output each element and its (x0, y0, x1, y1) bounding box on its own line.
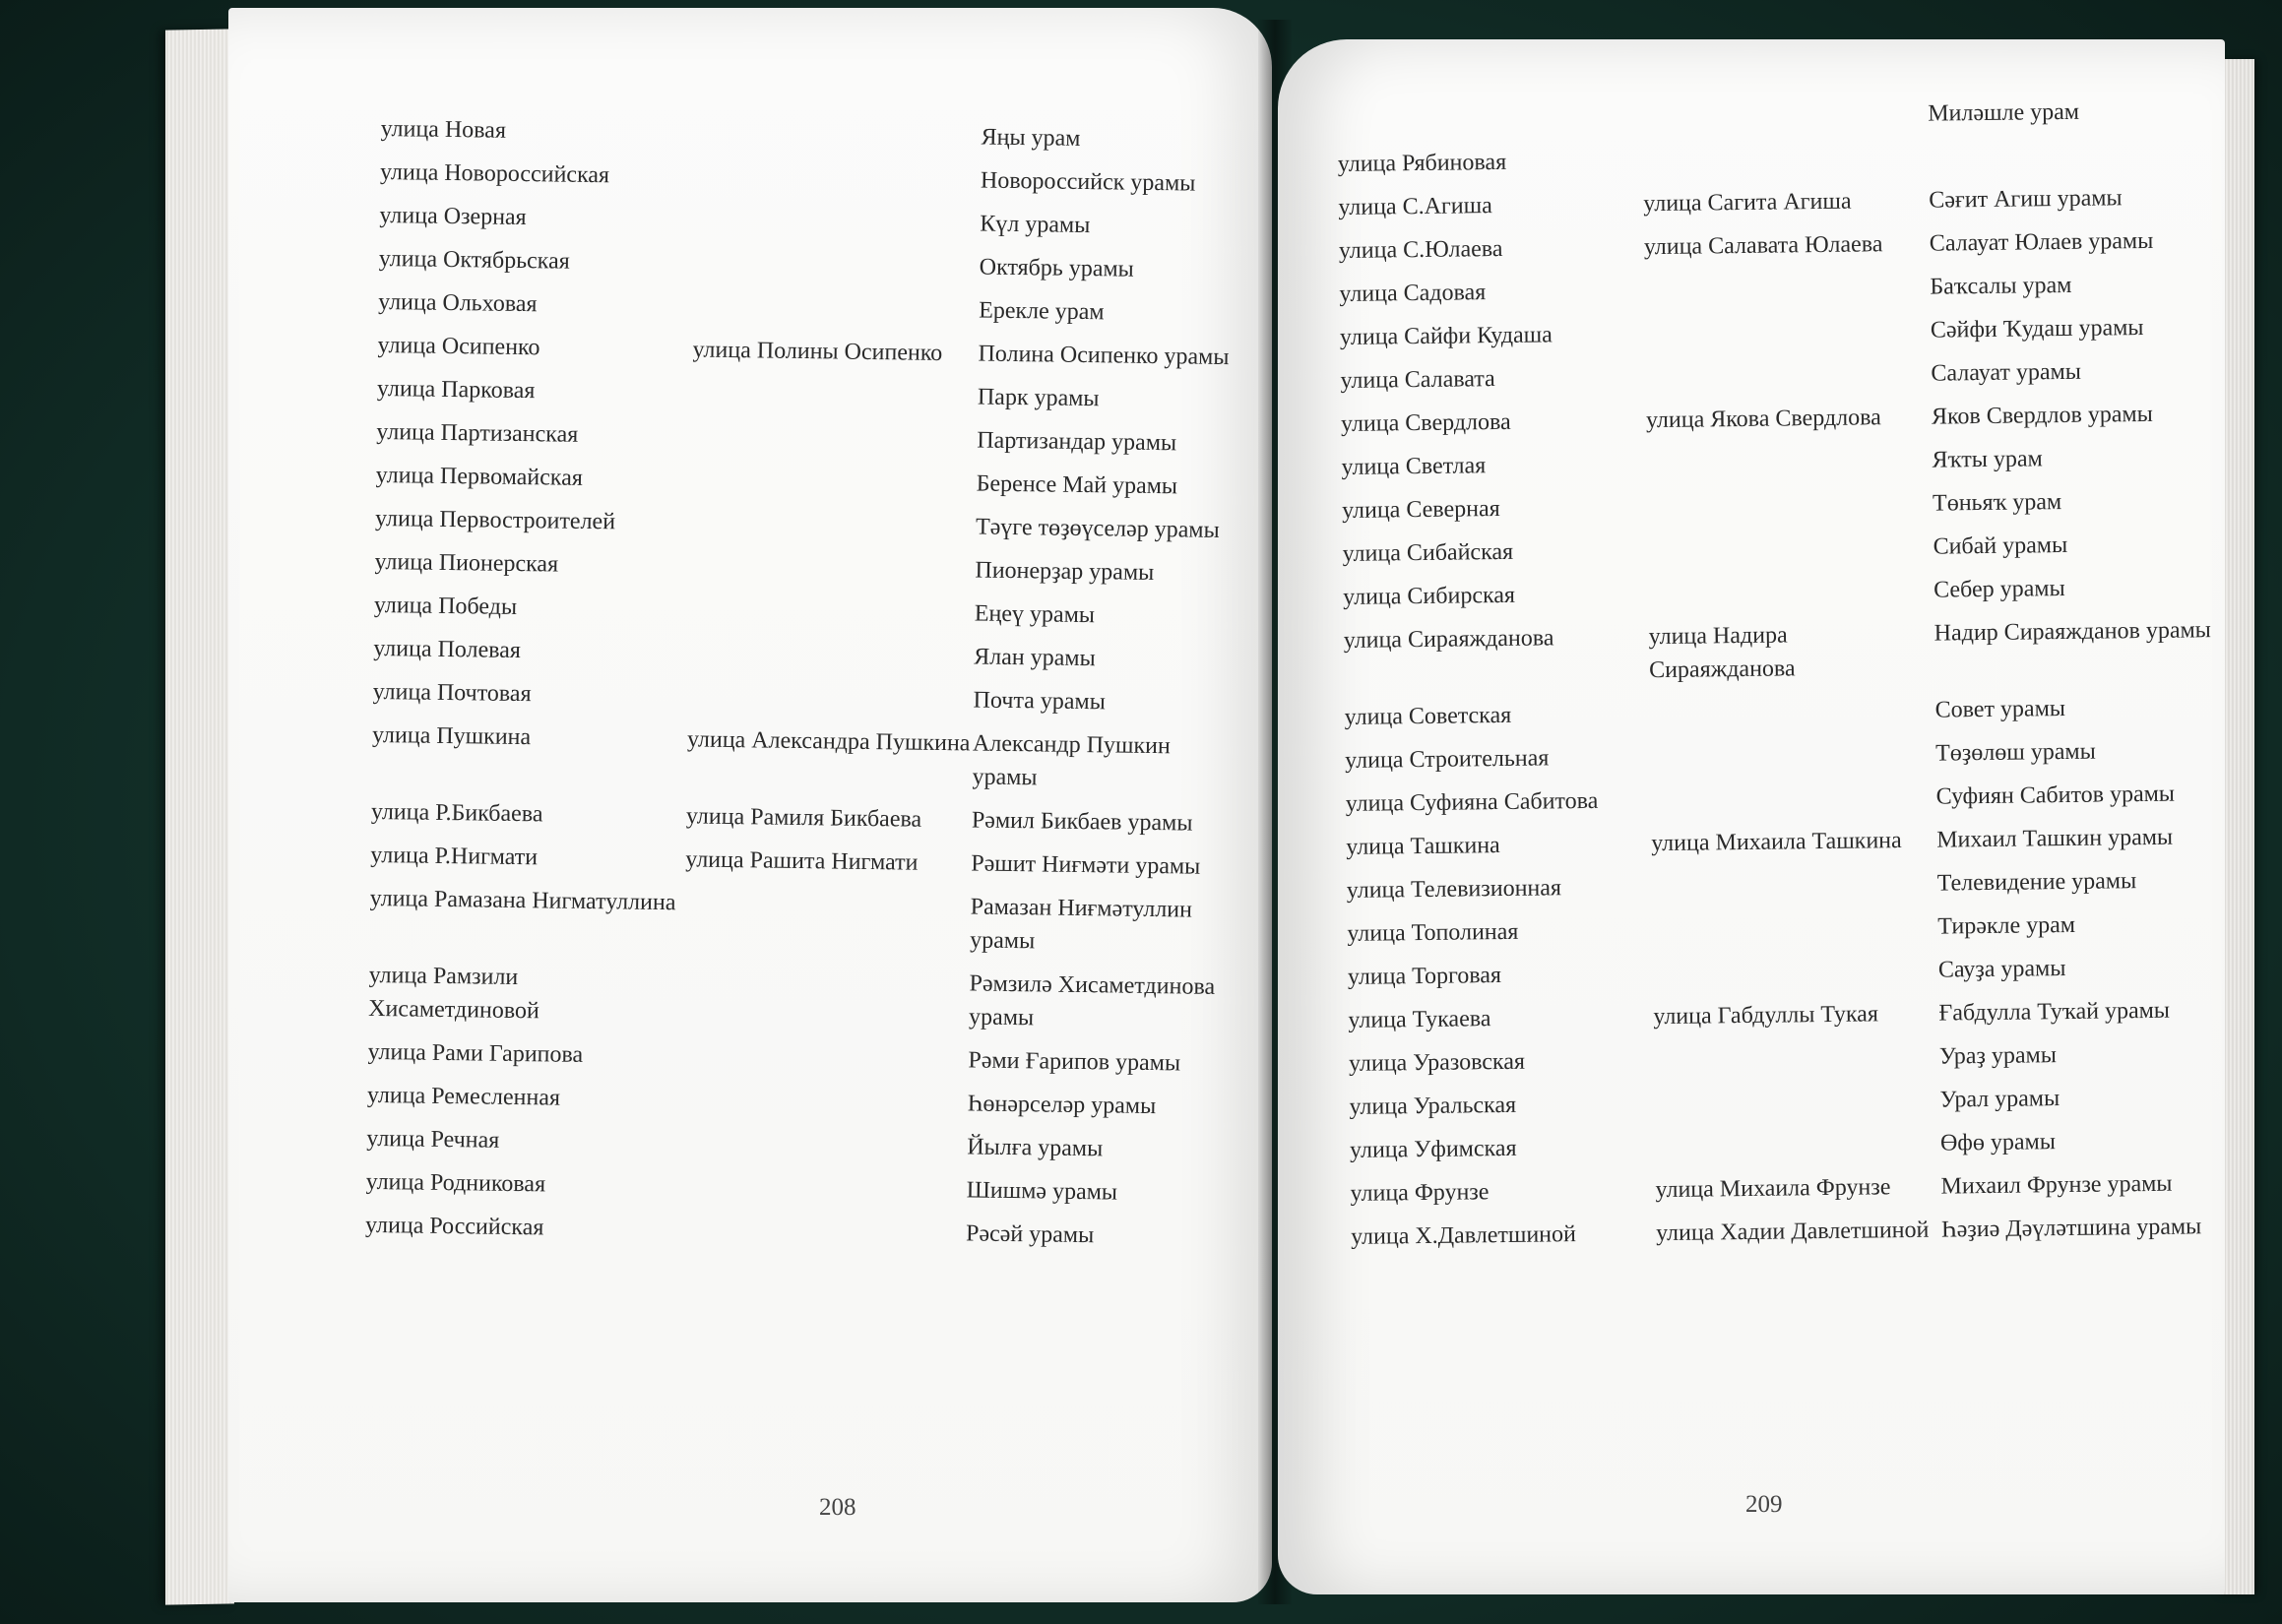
street-name-full (689, 543, 976, 591)
street-name-russian: улица Первостроителей (374, 505, 616, 535)
street-name-full (1648, 568, 1934, 615)
street-name-bashkir: Тирәкле урам (1937, 911, 2076, 940)
street-name-full (684, 880, 971, 961)
street-name-russian: улица С.Юлаева (1338, 235, 1503, 264)
street-name-full (1654, 1034, 1940, 1082)
street-name-full (1643, 135, 1930, 182)
street-name-full: улица Александра Пушкина (686, 726, 971, 757)
street-name-bashkir: Яков Свердлов урамы (1931, 401, 2153, 430)
street-name-full (695, 154, 982, 201)
street-name-full (695, 110, 982, 157)
street-name-full: улица Салавата Юлаева (1643, 231, 1883, 261)
street-name-full (680, 1163, 967, 1211)
street-name-russian: улица Ремесленная (366, 1082, 561, 1111)
street-name-full (1649, 688, 1935, 735)
street-name-bashkir: Салауат Юлаев урамы (1929, 227, 2154, 257)
page-number-right: 209 (1745, 1491, 1783, 1518)
street-name-bashkir: Беренсе Май урамы (976, 470, 1178, 500)
street-name-russian: улица Полевая (373, 635, 522, 664)
street-name-bashkir: Сауҙа урамы (1937, 956, 2066, 983)
street-name-russian: улица Почтовая (372, 678, 532, 708)
street-name-russian (1337, 94, 1643, 142)
street-name-full (1652, 861, 1938, 908)
street-name-bashkir: Совет урамы (1934, 696, 2066, 723)
street-name-russian: улица Строительная (1345, 745, 1550, 774)
street-row (369, 876, 1236, 965)
street-name-russian: улица Новая (380, 115, 507, 144)
street-name-bashkir: Ғабдулла Туҡай урамы (1938, 997, 2171, 1027)
street-name-full: улица Рамиля Бикбаева (685, 803, 922, 833)
street-name-bashkir: Урал урамы (1939, 1086, 2060, 1113)
street-name-full: улица Сагита Агиша (1643, 188, 1852, 218)
street-name-full (1652, 905, 1938, 952)
street-name-full (682, 1033, 969, 1081)
street-name-bashkir: Рәми Ғарипов урамы (968, 1047, 1181, 1077)
street-name-bashkir: Ерекле урам (978, 297, 1105, 326)
street-name-full (1645, 308, 1932, 355)
street-name-russian: улица Тукаева (1348, 1006, 1491, 1033)
street-name-full (683, 957, 970, 1037)
street-name-bashkir: Александр Пушкин урамы (972, 730, 1172, 791)
street-name-bashkir: Рәшит Ниғмәти урамы (971, 850, 1201, 880)
street-name-bashkir: Парк урамы (977, 384, 1100, 412)
street-name-full (1650, 731, 1936, 779)
street-name-russian: улица Сибирская (1343, 582, 1516, 610)
street-name-bashkir: Салауат урамы (1931, 358, 2082, 387)
street-rows-left (365, 106, 1247, 1258)
street-name-russian: улица Советская (1344, 702, 1512, 730)
street-name-bashkir: Михаил Ташкин урамы (1936, 824, 2174, 853)
street-name-full (1642, 92, 1929, 139)
street-name-bashkir: Һәҙиә Дәүләтшина урамы (1940, 1214, 2202, 1243)
street-name-russian: улица Светлая (1341, 453, 1487, 480)
street-name-bashkir: Надир Сираяжданов урамы (1933, 617, 2211, 647)
street-name-russian: улица Родниковая (365, 1168, 546, 1198)
street-name-bashkir: Новороссийск урамы (980, 167, 1196, 197)
street-name-bashkir: Сәйфи Ҡудаш урамы (1930, 315, 2144, 344)
street-name-russian: улица Сайфи Кудаша (1339, 322, 1553, 350)
street-name-russian: улица Победы (373, 592, 518, 620)
street-name-russian: улица Российская (364, 1212, 544, 1241)
street-name-bashkir: Төньяҡ урам (1932, 489, 2062, 517)
street-name-bashkir: Яңы урам (981, 124, 1081, 152)
street-row (371, 713, 1238, 801)
street-name-bashkir: Шишмә урамы (966, 1177, 1118, 1206)
street-name-russian: улица Рамазана Нигматуллина (369, 885, 676, 916)
street-name-bashkir: Партизандар урамы (977, 427, 1177, 457)
street-name-russian: улица Партизанская (376, 418, 579, 448)
street-name-russian: улица С.Агиша (1338, 193, 1492, 220)
street-name-bashkir: Рәсәй урамы (965, 1220, 1095, 1249)
street-name-russian: улица Уразовская (1348, 1048, 1526, 1077)
street-name-full (693, 283, 980, 331)
street-name-full: улица Хадии Давлетшиной (1655, 1217, 1930, 1247)
street-name-russian: улица Салавата (1340, 366, 1495, 394)
street-name-russian: улица Сираяжданова (1343, 625, 1554, 654)
street-name-russian: улица Садовая (1339, 280, 1487, 307)
street-name-russian: улица Рябиновая (1337, 149, 1507, 177)
street-name-russian: улица Новороссийская (379, 158, 610, 189)
book-page-stack-left (165, 29, 234, 1604)
street-name-full (687, 673, 974, 720)
street-name-bashkir: Рәмзилә Хисаметдинова урамы (968, 970, 1216, 1031)
street-name-russian: улица Сибайская (1342, 538, 1514, 567)
street-name-full (1655, 1121, 1941, 1168)
street-name-russian: улица Р.Бикбаева (370, 798, 543, 828)
street-name-russian: улица Парковая (376, 375, 536, 405)
street-name-bashkir: Телевидение урамы (1936, 868, 2137, 897)
street-name-full: улица Надира Сираяжданова (1648, 622, 1796, 684)
street-name-bashkir (1928, 131, 2214, 178)
street-rows-right (1337, 88, 2225, 1258)
page-208-content (365, 106, 1247, 1258)
street-name-full (690, 457, 977, 504)
street-name-bashkir: Яҡты урам (1932, 446, 2043, 473)
street-name-bashkir: Сәғит Агиш урамы (1929, 185, 2123, 214)
street-name-bashkir: Ураҙ урамы (1938, 1042, 2058, 1070)
street-name-bashkir: Һөнәрселәр урамы (967, 1091, 1157, 1120)
street-name-bashkir: Еңеү урамы (974, 600, 1096, 629)
street-name-full (688, 630, 975, 677)
street-name-full (692, 370, 979, 417)
street-name-russian: улица Пионерская (374, 548, 559, 578)
street-name-full (690, 500, 977, 547)
street-name-bashkir: Себер урамы (1933, 576, 2065, 603)
street-name-russian: улица Х.Давлетшиной (1350, 1221, 1577, 1250)
street-name-full: улица Михаила Ташкина (1651, 828, 1902, 857)
page-209 (1278, 39, 2225, 1594)
street-name-russian: улица Рами Гарипова (367, 1038, 584, 1068)
street-name-bashkir: Өфө урамы (1939, 1129, 2057, 1156)
street-name-full (680, 1207, 967, 1254)
street-name-full (694, 240, 981, 287)
street-name-full: улица Полины Осипенко (692, 337, 943, 366)
street-name-bashkir: Суфиян Сабитов урамы (1935, 781, 2176, 810)
street-name-russian: улица Телевизионная (1346, 875, 1562, 904)
street-name-full (1653, 948, 1939, 995)
street-name-russian: улица Торговая (1347, 963, 1502, 990)
page-208 (228, 8, 1272, 1602)
street-name-full: улица Михаила Фрунзе (1655, 1174, 1891, 1204)
street-name-full (1645, 351, 1932, 399)
street-name-bashkir: Рәмил Бикбаев урамы (971, 807, 1193, 837)
street-name-full: улица Якова Свердлова (1645, 405, 1881, 434)
street-name-full: улица Габдуллы Тукая (1653, 1001, 1879, 1031)
street-name-russian: улица Первомайская (375, 462, 584, 491)
street-name-full (689, 587, 976, 634)
street-name-bashkir: Рамазан Ниғмәтуллин урамы (970, 894, 1193, 955)
street-name-full (691, 413, 978, 461)
street-name-russian: улица Тополиная (1347, 918, 1519, 947)
street-name-bashkir: Сибай урамы (1933, 531, 2068, 560)
street-name-bashkir: Йылға урамы (967, 1134, 1104, 1162)
street-name-russian: улица Р.Нигмати (370, 842, 539, 871)
street-name-russian: улица Уфимская (1349, 1135, 1517, 1163)
street-name-bashkir: Почта урамы (973, 687, 1106, 716)
street-name-full (694, 197, 981, 244)
street-name-russian: улица Октябрьская (378, 245, 570, 275)
street-name-russian: улица Свердлова (1340, 408, 1511, 437)
street-name-bashkir: Михаил Фрунзе урамы (1940, 1170, 2173, 1200)
street-row (368, 953, 1236, 1041)
street-name-full (1650, 775, 1936, 822)
street-name-full (1646, 438, 1933, 485)
street-name-full (682, 1077, 969, 1124)
street-name-bashkir: Баҡсалы урам (1930, 272, 2072, 300)
street-name-full (681, 1120, 968, 1167)
street-name-russian: улица Северная (1341, 496, 1500, 524)
street-name-russian: улица Речная (366, 1125, 500, 1154)
street-name-russian: улица Рамзили Хисаметдиновой (368, 962, 540, 1025)
street-name-bashkir: Миләшле урам (1928, 98, 2080, 127)
page-209-content (1337, 88, 2225, 1258)
street-name-russian: улица Фрунзе (1350, 1179, 1490, 1207)
street-name-bashkir: Ялан урамы (974, 644, 1096, 672)
street-name-bashkir: Тәүге төҙөүселәр урамы (975, 514, 1220, 543)
street-name-bashkir: Октябрь урамы (979, 254, 1134, 282)
street-names-table-left (365, 106, 1247, 1258)
street-name-russian: улица Пушкина (371, 721, 532, 751)
street-name-full (1644, 265, 1931, 312)
street-name-russian: улица Осипенко (377, 332, 540, 361)
street-name-russian: улица Суфияна Сабитова (1345, 787, 1599, 817)
street-name-bashkir: Күл урамы (980, 211, 1091, 239)
street-name-bashkir: Пионерҙар урамы (975, 557, 1155, 587)
street-name-russian: улица Озерная (379, 202, 527, 231)
street-name-full (1647, 525, 1933, 572)
page-number-left: 208 (819, 1494, 856, 1521)
street-name-bashkir: Төҙөлөш урамы (1935, 738, 2096, 767)
street-name-bashkir: Полина Осипенко урамы (978, 341, 1230, 371)
street-name-full (1654, 1078, 1940, 1125)
street-row (1343, 607, 2220, 695)
street-name-full: улица Рашита Нигмати (685, 846, 919, 876)
street-name-russian: улица Ольховая (378, 288, 538, 318)
street-names-table-right (1337, 88, 2225, 1258)
street-name-russian: улица Уральская (1349, 1092, 1517, 1120)
street-name-russian: улица Ташкина (1346, 833, 1500, 860)
street-name-full (1647, 481, 1933, 529)
